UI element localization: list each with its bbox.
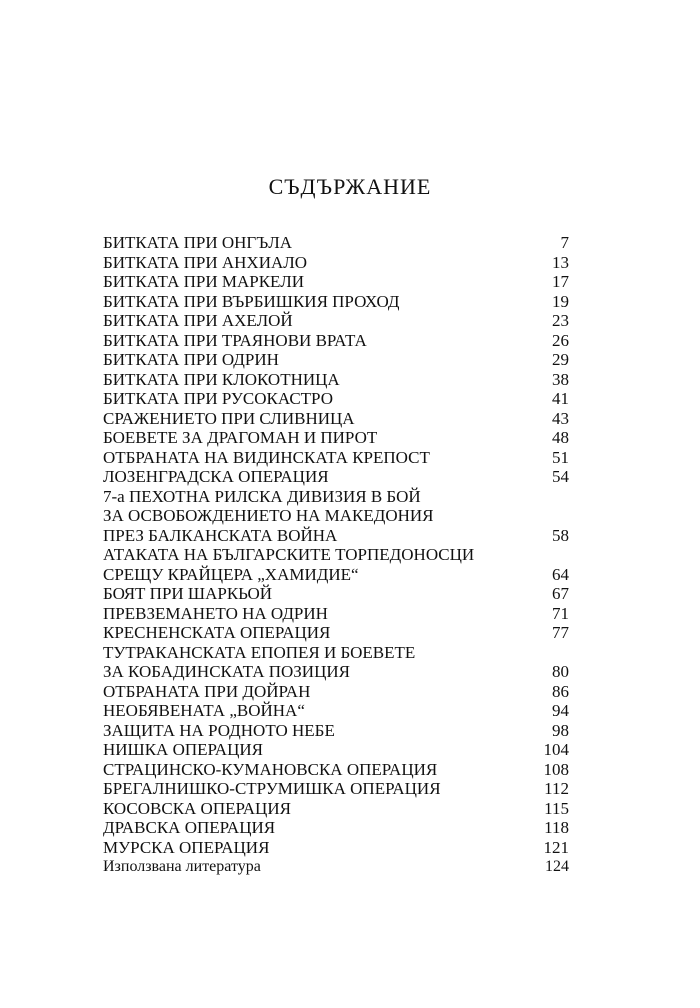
toc-entry-page: 23: [552, 311, 569, 330]
toc-entry-title: 7-а ПЕХОТНА РИЛСКА ДИВИЗИЯ В БОЙ: [103, 486, 421, 506]
toc-entry-title: СРЕЩУ КРАЙЦЕРА „ХАМИДИЕ“: [103, 564, 359, 584]
toc-entry-title: ПРЕЗ БАЛКАНСКАТА ВОЙНА: [103, 525, 338, 545]
toc-entry: [103, 565, 569, 585]
toc-entry-page: 118: [544, 818, 569, 837]
toc-entry: [103, 350, 569, 370]
toc-entry: [103, 331, 569, 351]
toc-entry-title: БИТКАТА ПРИ АХЕЛОЙ: [103, 311, 293, 330]
toc-entry-page: 112: [544, 779, 569, 798]
toc-entry-title: Използвана литература: [103, 858, 261, 875]
toc-entry: [103, 370, 569, 390]
toc-entry: [103, 682, 569, 702]
toc-entry-page: 64: [552, 564, 569, 584]
toc-entry-page: 38: [552, 369, 569, 389]
toc-entry: [103, 506, 569, 526]
toc-entry: [103, 272, 569, 292]
toc-entry-page: 41: [552, 389, 569, 408]
toc-entry: [103, 428, 569, 448]
toc-entry-page: 115: [544, 798, 569, 818]
toc-entry-page: 108: [543, 759, 569, 779]
toc-entry: [103, 545, 569, 565]
toc-entry: [103, 409, 569, 429]
toc-entry: [103, 740, 569, 760]
toc-entry-page: 104: [543, 740, 569, 759]
toc-entry-page: 94: [552, 701, 569, 720]
toc-entry-title: ОТБРАНАТА ПРИ ДОЙРАН: [103, 681, 311, 701]
toc-entry-title: АТАКАТА НА БЪЛГАРСКИТЕ ТОРПЕДОНОСЦИ: [103, 545, 475, 564]
toc-entry: [103, 448, 569, 468]
toc-entry-title: БИТКАТА ПРИ ОНГЪЛА: [103, 233, 293, 252]
toc-entry: [103, 584, 569, 604]
toc-entry: [103, 233, 569, 253]
toc-entry-title: ПРЕВЗЕМАНЕТО НА ОДРИН: [103, 603, 328, 623]
toc-entry-page: 98: [552, 720, 569, 740]
toc-entry: [103, 799, 569, 819]
toc-entry-title: НИШКА ОПЕРАЦИЯ: [103, 740, 263, 759]
toc-list: [103, 233, 569, 877]
toc-entry-title: СРАЖЕНИЕТО ПРИ СЛИВНИЦА: [103, 408, 355, 428]
toc-entry-page: 43: [552, 408, 569, 428]
toc-entry-page: 67: [552, 584, 569, 603]
toc-entry-title: ЗА ОСВОБОЖДЕНИЕТО НА МАКЕДОНИЯ: [103, 506, 434, 525]
toc-entry: [103, 818, 569, 838]
toc-entry-title: БИТКАТА ПРИ ТРАЯНОВИ ВРАТА: [103, 330, 367, 350]
toc-entry-title: СТРАЦИНСКО-КУМАНОВСКА ОПЕРАЦИЯ: [103, 759, 438, 779]
toc-entry-title: БОЕВЕТЕ ЗА ДРАГОМАН И ПИРОТ: [103, 428, 378, 447]
toc-entry-title: БИТКАТА ПРИ ОДРИН: [103, 350, 279, 369]
toc-entry: [103, 760, 569, 780]
toc-entry: [103, 526, 569, 546]
toc-entry-title: ТУТРАКАНСКАТА ЕПОПЕЯ И БОЕВЕТЕ: [103, 642, 416, 662]
toc-entry-page: 80: [552, 662, 569, 681]
toc-entry: [103, 721, 569, 741]
toc-entry-page: 86: [552, 681, 569, 701]
toc-entry: [103, 311, 569, 331]
toc-title: СЪДЪРЖАНИЕ: [268, 174, 432, 199]
toc-entry-title: БРЕГАЛНИШКО-СТРУМИШКА ОПЕРАЦИЯ: [103, 779, 441, 798]
toc-entry-page: 17: [552, 272, 569, 291]
toc-entry-title: БИТКАТА ПРИ АНХИАЛО: [103, 252, 308, 272]
toc-entry: [103, 487, 569, 507]
toc-entry-title: ЛОЗЕНГРАДСКА ОПЕРАЦИЯ: [103, 467, 329, 486]
toc-entry-title: ЗАЩИТА НА РОДНОТО НЕБЕ: [103, 720, 335, 740]
toc-entry-page: 77: [552, 623, 569, 642]
toc-entry-page: 124: [545, 858, 569, 875]
toc-entry-page: 51: [552, 447, 569, 467]
toc-entry-page: 13: [552, 252, 569, 272]
toc-entry-title: НЕОБЯВЕНАТА „ВОЙНА“: [103, 701, 305, 720]
toc-entry-page: 29: [552, 350, 569, 369]
toc-entry: [103, 643, 569, 663]
toc-entry-page: 7: [560, 233, 569, 252]
toc-entry: [103, 662, 569, 682]
toc-entry: [103, 253, 569, 273]
toc-entry: [103, 467, 569, 487]
toc-entry-title: МУРСКА ОПЕРАЦИЯ: [103, 837, 270, 857]
toc-entry: [103, 292, 569, 312]
toc-entry-title: ДРАВСКА ОПЕРАЦИЯ: [103, 818, 276, 837]
toc-entry-page: 26: [552, 330, 569, 350]
toc-entry-page: 121: [543, 837, 569, 857]
toc-entry-title: БИТКАТА ПРИ ВЪРБИШКИЯ ПРОХОД: [103, 291, 400, 311]
toc-entry-title: КОСОВСКА ОПЕРАЦИЯ: [103, 798, 291, 818]
toc-entry: [103, 701, 569, 721]
toc-entry-page: 48: [552, 428, 569, 447]
toc-entry-title: КРЕСНЕНСКАТА ОПЕРАЦИЯ: [103, 623, 331, 642]
toc-entry-page: 19: [552, 291, 569, 311]
toc-entry: [103, 623, 569, 643]
toc-entry: [103, 604, 569, 624]
toc-entry: [103, 838, 569, 858]
toc-entry-title: ОТБРАНАТА НА ВИДИНСКАТА КРЕПОСТ: [103, 447, 430, 467]
toc-entry-title: БИТКАТА ПРИ РУСОКАСТРО: [103, 389, 333, 408]
toc-entry-page: 58: [552, 525, 569, 545]
toc-entry-title: БИТКАТА ПРИ МАРКЕЛИ: [103, 272, 305, 291]
toc-entry: [103, 779, 569, 799]
toc-entry-page: 71: [552, 603, 569, 623]
toc-entry-page: 54: [552, 467, 569, 486]
toc-entry: [103, 857, 569, 877]
toc-entry-title: БИТКАТА ПРИ КЛОКОТНИЦА: [103, 369, 340, 389]
toc-entry: [103, 389, 569, 409]
toc-entry-title: БОЯТ ПРИ ШАРКЬОЙ: [103, 584, 273, 603]
toc-entry-title: ЗА КОБАДИНСКАТА ПОЗИЦИЯ: [103, 662, 350, 681]
